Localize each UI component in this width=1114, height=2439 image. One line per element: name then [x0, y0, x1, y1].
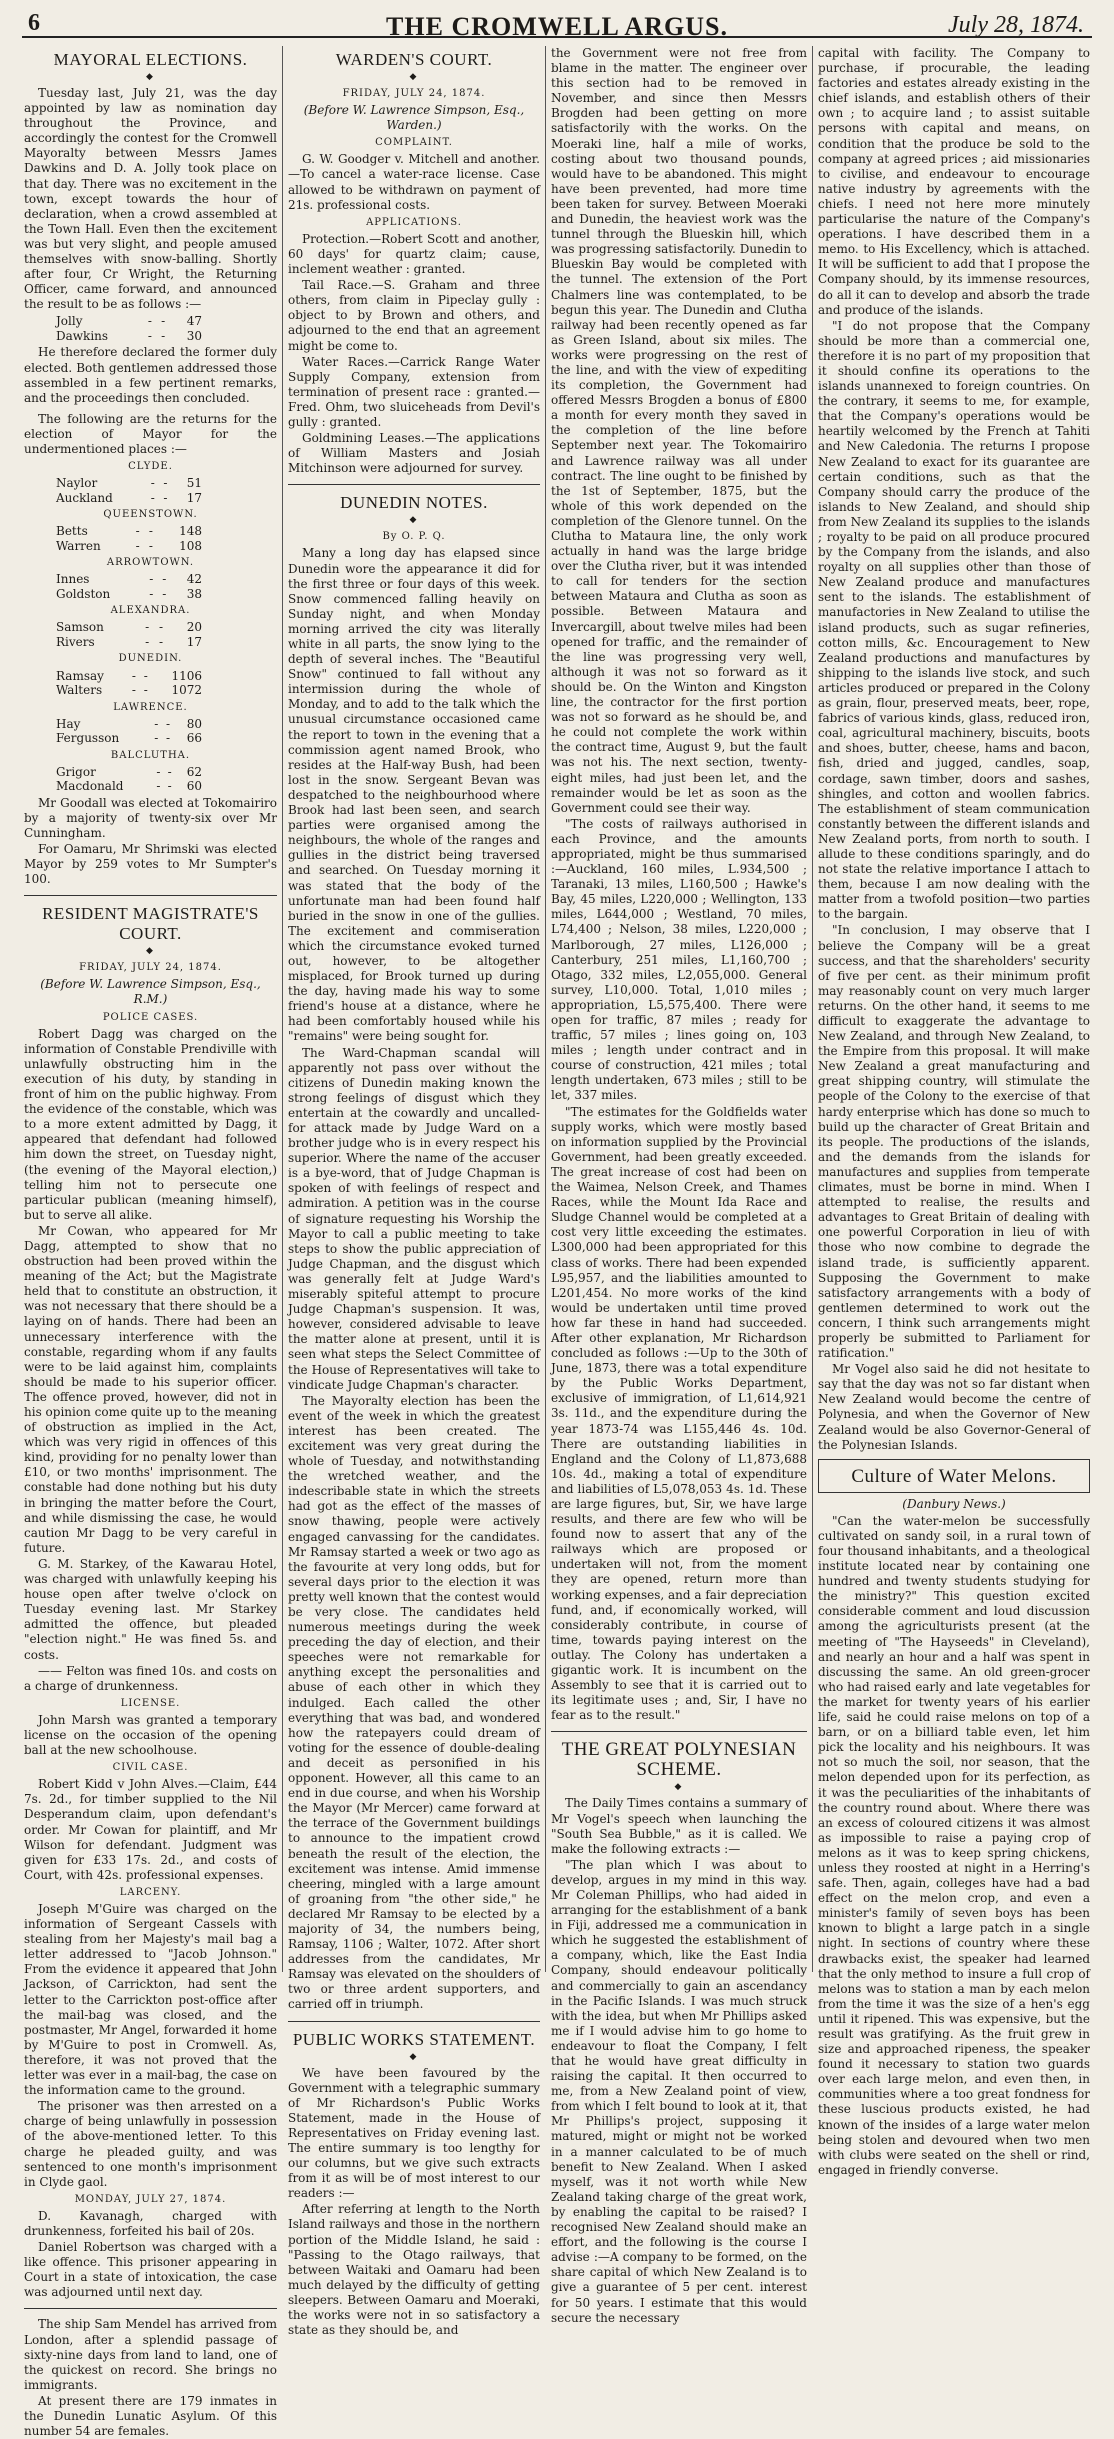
- court-subheading: LARCENY.: [119, 1886, 182, 1898]
- article-paragraph: He therefore declared the former duly elected. Both gentlemen addressed those assembled in a few pertinent remarks, and the proceedings then concluded.: [24, 345, 277, 405]
- article-paragraph: The prisoner was then arrested on a charge of being unlawfully in possession of the above-mentioned letter. To this charge he pleaded guilty, and was sentenced to one month's imprisonment in Clyde gaol.: [24, 2099, 277, 2189]
- candidate-votes: 47: [186, 314, 202, 329]
- town-returns: [24, 459, 277, 794]
- article-paragraph: The following are the returns for the election of Mayor for the undermentioned places :—: [24, 411, 277, 456]
- result-row: Warren - - 108: [56, 538, 202, 553]
- ornament-divider: ◆: [409, 515, 419, 526]
- article-paragraph: The Mayoralty election has been the event of the week in which the greatest interest has been created. The excitement was very great during the whole of Tuesday, and notwithstanding the wretched weather, and the indescribable state in which the streets had got as the effect of the masses of snow thawing, people were actively engaged canvassing for the candidates. Mr Ramsay started a week or two ago as the favourite at very long odds, but for several days prior to the election it was pretty well known that the contest would be very close. The candidates held numerous meetings during the week preceding the day of election, and their speeches were not remarkable for anything except the personalities and abuse of each other in which they indulged. Each called the other everything that was bad, and wondered how the ratepayers could dream of voting for the essence of double-dealing and deceit as personified in his opponent. However, all this came to an end in due course, and when his Worship the Mayor (Mr Mercer) came forward at the terrace of the Government buildings to announce to the impatient crowd beneath the result of the election, the excitement was intense. Amid immense cheering, mingled with a large amount of groaning from "the other side," he declared Mr Ramsay to be elected by a majority of 34, the numbers being, Ramsay, 1106 ; Walter, 1072. After short addresses from the candidates, Mr Ramsay was elevated on the shoulders of two or three ardent supporters, and carried off in triumph.: [288, 1393, 540, 2012]
- polynesian-scheme-heading: THE GREAT POLYNESIAN SCHEME.: [561, 1739, 797, 1781]
- cromwell-results-table: [54, 314, 204, 343]
- candidate-votes: 62: [186, 764, 202, 779]
- result-row: Auckland - - 17: [56, 490, 202, 505]
- candidate-name: Rivers: [56, 634, 95, 649]
- candidate-votes: 42: [186, 572, 202, 587]
- article-paragraph: D. Kavanagh, charged with drunkenness, forfeited his bail of 20s.: [24, 2208, 277, 2238]
- article-paragraph: the Government were not free from blame in the matter. The engineer over this section had to be removed in November, and since then Messrs Brogden had been getting on more satisfactorily with the works. On the Moeraki line, half a mile of works, costing about two thousand pounds, would have to be abandoned. This might have been prevented, had more time been taken for survey. Between Moeraki and Dunedin, the heaviest work was the tunnel through the Blueskin hill, which was progressing satisfactorily. Dunedin to Blueskin Bay would be completed with the tunnel. The extension of the Port Chalmers line was contemplated, to be begun this year. The Dunedin and Clutha railway had been recently opened as far as Green Island, about six miles. The works were progressing on the rest of the line, and with the view of expediting its completion, the Government had offered Messrs Brogden a bonus of £800 a month for every month they saved in the completion of the line before September next year. The Tokomairiro and Lawrence railway was all under contract. The line ought to be finished by the 1st of September, 1875, but the whole of this work depended on the completion of the Glenore tunnel. On the Clutha to Mataura line, the only work actually in hand was the large bridge over the Clutha river, but it was intended to call for tenders for the section between Mataura and Clutha as soon as possible. Between Mataura and Invercargill, about twelve miles had been opened for traffic, and the remainder of the line was progressing very well, although it was not so forward as it should be. On the Winton and Kingston line, the contractor for the first portion was not so forward as he should be, and he could not complete the work within the contract time, August 9, but the fault was not his. The next section, twenty-eight miles, had just been let, and the remainder would be let as soon as the Government could see their way.: [551, 46, 807, 815]
- town-results-table: [54, 765, 204, 794]
- page-columns: [24, 46, 1090, 2439]
- article-paragraph: Daniel Robertson was charged with a like offence. This prisoner appearing in Court in a state of intoxication, the case was adjourned until next day.: [24, 2240, 277, 2300]
- candidate-votes: 1106: [171, 668, 202, 683]
- court-subheading: APPLICATIONS.: [366, 216, 462, 228]
- newspaper-title: THE CROMWELL ARGUS.: [386, 12, 728, 41]
- candidate-votes: 51: [186, 476, 202, 491]
- article-paragraph: Protection.—Robert Scott and another, 60 days' for quartz claim; cause, inclement weather : granted.: [288, 231, 540, 277]
- article-paragraph: "I do not propose that the Company should be more than a commercial one, therefore it is no part of my proposition that it should confine its operations to the islands unannexed to foreign countries. On the contrary, it seems to me, for example, that the Company's operations would be heartily welcomed by the French at Tahiti and New Caledonia. The returns I propose New Zealand to exact for its guarantee are certain conditions, such as that the Company should carry the produce of the islands to New Zealand, and should ship from New Zealand its supplies to the islands ; royalty to be paid on all produce procured by the Company from the islands, and also royalty on all supplies other than those of New Zealand produce and manufactures sent to the islands. The establishment of manufactories in New Zealand to utilise the island products, such as sugar refineries, cotton mills, &c. Encouragement to New Zealand productions and manufactures by shipping to the islands live stock, and such articles produced or prepared in the Colony as grain, flour, preserved meats, beer, rope, fabrics of various kinds, glass, reduced iron, coal, agricultural machinery, biscuits, boots and shoes, butter, cheese, hams and bacon, fish, dried and jugged, candles, soap, cordage, sawn timber, doors and sashes, shingles, and cotton and woollen fabrics. The establishment of steam communication constantly between the different islands and New Zealand ports, from north to south. I allude to these conditions sparingly, and do not state the relative importance I attach to them, because I am now dealing with the matter from a twofold position—two parties to the bargain.: [818, 318, 1090, 922]
- article-paragraph: Water Races.—Carrick Range Water Supply Company, extension from termination of present race : granted.—Fred. Ohm, two sluiceheads from Devil's gully : granted.: [288, 354, 540, 429]
- article-paragraph: —— Felton was fined 10s. and costs on a charge of drunkenness.: [24, 1663, 277, 1693]
- town-name: QUEENSTOWN.: [103, 509, 198, 521]
- court-date: FRIDAY, JULY 24, 1874.: [342, 88, 486, 99]
- ornament-divider: ◆: [146, 946, 155, 957]
- article-paragraph: G. M. Starkey, of the Kawarau Hotel, was charged with unlawfully keeping his house open after twelve o'clock on Tuesday evening last. Mr Starkey admitted the offence, but pleaded "election night." He was fined 5s. and costs.: [24, 1556, 277, 1662]
- article-paragraph: Robert Dagg was charged on the information of Constable Prendiville with unlawfully obstructing him in the execution of his duty, by standing in front of him on the public highway. From the evidence of the constable, which was to a more extent admitted by Dagg, it appeared that defendant had followed him down the street, on Tuesday night, (the evening of the Mayoral election,) telling him not to persecute one particular publican (meaning himself), but to serve all alike.: [24, 1026, 277, 1222]
- article-paragraph: "The costs of railways authorised in each Province, and the amounts appropriated, might be thus summarised :—Auckland, 160 miles, L.934,500 ; Taranaki, 13 miles, L160,500 ; Hawke's Bay, 45 miles, L220,000 ; Wellington, 133 miles, L644,000 ; Westland, 70 miles, L74,400 ; Nelson, 38 miles, L220,000 ; Marlborough, 27 miles, L126,000 ; Canterbury, 251 miles, L1,160,700 ; Otago, 332 miles, L2,055,000. General survey, L10,000. Total, 1,010 miles ; appropriation, L5,575,400. There were open for traffic, 87 miles ; ready for traffic, 57 miles ; lines going on, 103 miles ; length under contract and in course of construction, 421 miles ; total length undertaken, 673 miles ; still to be let, 337 miles.: [551, 816, 807, 1103]
- court-subheading: LICENSE.: [120, 1697, 181, 1709]
- result-row: Walters - - 1072: [56, 683, 202, 698]
- section-divider: [24, 2308, 277, 2309]
- article-paragraph: Mr Vogel also said he did not hesitate to say that the day was not so far distant when New Zealand would become the centre of Polynesia, and when the Governor of New Zealand would be also Governor-General of the Polynesian Islands.: [818, 1362, 1090, 1452]
- court-date: MONDAY, JULY 27, 1874.: [74, 2193, 227, 2205]
- byline: By O. P. Q.: [382, 531, 446, 543]
- candidate-name: Innes: [56, 572, 90, 587]
- candidate-name: Macdonald: [56, 779, 124, 794]
- result-row: Betts - - 148: [56, 524, 202, 539]
- article-paragraph: After referring at length to the North Island railways and those in the northern portion of the Middle Island, he said : "Passing to the Otago railways, that between Waitaki and Oamaru had been much delayed by the difficulty of getting sleepers. Between Oamaru and Moeraki, the works were not in so satisfactory a state as they should be, and: [288, 2202, 540, 2338]
- column-2: [288, 46, 540, 2338]
- town-results-table: [54, 476, 204, 505]
- article-paragraph: Tail Race.—S. Graham and three others, from claim in Pipeclay gully : object to by Brown and others, and adjourned to the end that an agreement might be come to.: [288, 278, 540, 353]
- town-name: ALEXANDRA.: [110, 605, 191, 617]
- article-paragraph: We have been favoured by the Government with a telegraphic summary of Mr Richardson's Public Works Statement, made in the House of Representatives on Friday evening last. The entire summary is too lengthy for our columns, but we give such extracts from it as will be of most interest to our readers :—: [288, 2065, 540, 2201]
- article-paragraph: Many a long day has elapsed since Dunedin wore the appearance it did for the first three or four days of this week. Snow commenced falling heavily on Sunday night, and when Monday morning arrived the city was literally white in all parts, the snow lying to the depth of several inches. The "Beautiful Snow" continued to fall without any intermission during the whole of Monday, and to add to the talk which the unusual circumstance occasioned came the report to town in the evening that a commission agent named Brook, who resides at the Half-way Bush, had been lost in the snow. Sergeant Bevan was despatched to the neighbourhood where Brook had last been seen, and search parties were organised among the neighbours, the whole of the ranges and gullies in the district being traversed and searched. On Tuesday morning it was stated that the body of the unfortunate man had been found half buried in the snow in one of the gullies. The excitement and commiseration which the circumstance evoked turned out, however, to be altogether misplaced, for Brook turned up during the day, having made his way to some friend's house at a distance, where he had been comfortably housed while his "remains" were being sought for.: [288, 546, 540, 1044]
- article-paragraph: "In conclusion, I may observe that I believe the Company will be a great success, and that the shareholders' security of five per cent. as their minimum profit may reasonably count on very much larger returns. On the other hand, it seems to me difficult to exaggerate the advantage to New Zealand, and through New Zealand, to the Empire from this proposal. It will make New Zealand a great manufacturing and great shipping country, will stimulate the people of the Colony to the exercise of that hardy enterprise which has done so much to build up the character of Great Britain and its people. The productions of the islands, and the demands from the islands for manufactures and supplies from temperate climates, must be borne in mind. When I attempted to realise, the results and advantages to Great Britain of dealing with one powerful Corporation in lieu of with those who now combine to degrade the island trade, is sufficiently apparent. Supposing the Government to make satisfactory arrangements with a body of gentlemen determined to work out the concern, I think such arrangements might properly be submitted to Parliament for ratification.": [818, 923, 1090, 1361]
- mayoral-elections-heading: MAYORAL ELECTIONS.: [53, 50, 248, 69]
- article-source: (Danbury News.): [902, 1496, 1006, 1511]
- article-paragraph: Joseph M'Guire was charged on the information of Sergeant Cassels with stealing from her Majesty's mail bag a letter addressed to "Jacob Johnson." From the evidence it appeared that John Jackson, of Carrickton, had sent the letter to the Carrickton post-office after the mail-bag was closed, and the postmaster, Mr Angel, forwarded it home by M'Guire to post in Cromwell. As, therefore, it was not proved that the letter was ever in a mail-bag, the case on the information came to the ground.: [24, 1902, 277, 2098]
- candidate-name: Betts: [56, 524, 88, 539]
- masthead: [22, 10, 1092, 41]
- candidate-name: Ramsay: [56, 668, 104, 683]
- town-name: BALCLUTHA.: [110, 749, 191, 761]
- court-subheading: COMPLAINT.: [375, 137, 453, 149]
- candidate-name: Dawkins: [56, 328, 109, 343]
- court-subheading: CIVIL CASE.: [112, 1762, 189, 1774]
- result-row: Dawkins - - 30: [56, 328, 202, 343]
- column-4: [818, 46, 1090, 2177]
- town-name: DUNEDIN.: [118, 653, 183, 665]
- result-row: Rivers - - 17: [56, 634, 202, 649]
- ornament-divider: ◆: [674, 1782, 684, 1793]
- town-name: ARROWTOWN.: [106, 557, 195, 569]
- candidate-name: Hay: [56, 716, 81, 731]
- section-divider: [288, 2021, 540, 2022]
- result-row: Grigor - - 62: [56, 764, 202, 779]
- town-results-table: [54, 524, 204, 553]
- candidate-name: Jolly: [56, 314, 83, 329]
- article-paragraph: G. W. Goodger v. Mitchell and another.—To cancel a water-race license. Case allowed to be withdrawn on payment of 21s. professional costs.: [288, 152, 540, 212]
- column-rule: [282, 46, 283, 1972]
- town-name: LAWRENCE.: [113, 701, 188, 713]
- candidate-votes: 20: [186, 620, 202, 635]
- result-row: Hay - - 80: [56, 716, 202, 731]
- section-divider: [551, 1731, 807, 1732]
- result-row: Ramsay - - 1106: [56, 668, 202, 683]
- result-row: Innes - - 42: [56, 572, 202, 587]
- candidate-votes: 17: [186, 490, 202, 505]
- candidate-name: Grigor: [56, 764, 96, 779]
- court-subheading: POLICE CASES.: [102, 1011, 199, 1023]
- candidate-name: Goldston: [56, 586, 111, 601]
- candidate-votes: 66: [186, 731, 202, 746]
- result-row: Fergusson - - 66: [56, 731, 202, 746]
- candidate-name: Auckland: [56, 490, 113, 505]
- water-melons-heading: Culture of Water Melons.: [851, 1465, 1057, 1487]
- town-results-table: [54, 620, 204, 649]
- ornament-divider: ◆: [146, 72, 155, 82]
- article-paragraph: Tuesday last, July 21, was the day appointed by law as nomination day throughout the Province, and accordingly the contest for the Cromwell Mayoralty between Messrs James Dawkins and D. A. Jolly took place on that day. There was no excitement in the town, except towards the hour of declaration, when a crowd assembled at the Town Hall. Even then the excitement was but very slight, and people amused themselves with snow-balling. Shortly after four, Cr Wright, the Returning Officer, came forward, and announced the result to be as follows :—: [24, 86, 277, 312]
- ornament-divider: ◆: [409, 72, 419, 82]
- candidate-name: Naylor: [56, 476, 98, 491]
- column-rule: [545, 46, 546, 1972]
- candidate-votes: 30: [186, 328, 202, 343]
- article-paragraph: Mr Goodall was elected at Tokomairiro by a majority of twenty-six over Mr Cunningham.: [24, 795, 277, 840]
- section-divider: [288, 484, 540, 485]
- court-presiding: (Before W. Lawrence Simpson, Esq., R.M.): [40, 977, 261, 1007]
- town-results-table: [54, 669, 204, 698]
- article-paragraph: John Marsh was granted a temporary license on the occasion of the opening ball at the new schoolhouse.: [24, 1712, 277, 1758]
- page-number: 6: [28, 10, 40, 36]
- result-row: Naylor - - 51: [56, 476, 202, 491]
- article-paragraph: Robert Kidd v John Alves.—Claim, £44 7s. 2d., for timber supplied to the Nil Desperandum claim, upon defendant's order. Mr Cowan for plaintiff, and Mr Wilson for defendant. Judgment was given for £33 17s. 2d., and costs of Court, with 42s. professional expenses.: [24, 1777, 277, 1882]
- court-date: FRIDAY, JULY 24, 1874.: [79, 962, 222, 974]
- candidate-votes: 60: [186, 779, 202, 794]
- article-paragraph: Mr Cowan, who appeared for Mr Dagg, attempted to show that no obstruction had been proved within the meaning of the Act; but the Magistrate held that to constitute an obstruction, it was not necessary that there should be a laying on of hands. There had been an unnecessary interference with the constable, regarding whom if any faults were to be laid against him, complaints should be made to his superior officer. The offence proved, however, did not in his opinion come quite up to the meaning of obstruction as implied in the Act, which was very rigid in offences of this kind, providing for no penalty lower than £10, or two months' imprisonment. The constable had done nothing but his duty in bringing the matter before the Court, and while dismissing the case, he would caution Mr Dagg to be very careful in future.: [24, 1223, 278, 1555]
- candidate-votes: 1072: [171, 683, 202, 698]
- public-works-heading: PUBLIC WORKS STATEMENT.: [292, 2029, 536, 2049]
- article-paragraph: capital with facility. The Company to purchase, if procurable, the leading factories and estates already existing in the chief islands, and establish others of their own ; to acquire land ; to assist suitable persons with capital and means, on condition that the produce be sold to the company at agreed prices ; aid missionaries to civilise, and endeavour to encourage native industry by agreements with the chiefs. I need not here more minutely particularise the nature of the Company's operations. I have described them in a memo. to His Excellency, which is attached. It will be sufficient to add that I propose the Company should, by its immense resources, do all it can to develop and absorb the trade and produce of the islands.: [818, 46, 1090, 317]
- article-paragraph: At present there are 179 inmates in the Dunedin Lunatic Asylum. Of this number 54 are females.: [24, 2393, 277, 2439]
- candidate-name: Warren: [56, 538, 101, 553]
- column-1: [24, 46, 278, 2439]
- column-3: [551, 46, 807, 2325]
- candidate-name: Walters: [56, 683, 103, 698]
- court-presiding: (Before W. Lawrence Simpson, Esq., Warden.): [303, 103, 525, 133]
- ornament-divider: ◆: [409, 2051, 419, 2062]
- wardens-court-heading: WARDEN'S COURT.: [335, 50, 493, 69]
- result-row: Jolly - - 47: [56, 314, 202, 329]
- candidate-votes: 80: [186, 716, 202, 731]
- candidate-votes: 108: [179, 538, 202, 553]
- column-rule: [812, 46, 813, 1972]
- candidate-votes: 148: [179, 524, 202, 539]
- result-row: Samson - - 20: [56, 620, 202, 635]
- result-row: Goldston - - 38: [56, 586, 202, 601]
- article-paragraph: The Daily Times contains a summary of Mr Vogel's speech when launching the "South Sea Bubble," as it is called. We make the following extracts :—: [551, 1796, 807, 1856]
- issue-date: July 28, 1874.: [948, 12, 1084, 38]
- article-paragraph: Goldmining Leases.—The applications of William Masters and Josiah Mitchinson were adjourned for survey.: [288, 431, 540, 476]
- dunedin-notes-heading: DUNEDIN NOTES.: [340, 493, 488, 513]
- rm-court-heading: RESIDENT MAGISTRATE'S COURT.: [42, 904, 259, 944]
- candidate-votes: 17: [186, 634, 202, 649]
- town-results-table: [54, 717, 204, 746]
- candidate-votes: 38: [186, 586, 202, 601]
- article-paragraph: "The estimates for the Goldfields water supply works, which were mostly based on information supplied by the Provincial Government, had been greatly exceeded. The great increase of cost had been on the Waimea, Nelson Creek, and Thames Races, while the Mount Ida Race and Sludge Channel would be completed at a cost very little exceeding the estimates. L300,000 had been appropriated for this class of works. There had been expended L95,957, and the liabilities amounted to L201,454. No more works of the kind would be undertaken until time proved how far these in hand had succeeded. After other explanation, Mr Richardson concluded as follows :—Up to the 30th of June, 1873, there was a total expenditure by the Public Works Department, exclusive of immigration, of L1,614,921 3s. 11d., and the expenditure during the year 1873-74 was L155,446 4s. 10d. There are outstanding liabilities in England and the Colony of L1,873,688 10s. 4d., making a total of expenditure and liabilities of L5,078,053 4s. 1d. These are large figures, but, Sir, we have large results, and there are few who will be found now to assert that any of the railways which are proposed or undertaken will not, from the moment they are opened, return more than working expenses, and a fair depreciation fund, and, if economically worked, will considerably contribute, in course of time, towards paying interest on the outlay. The Colony has undertaken a gigantic work. It is incumbent on the Assembly to see that it is carried out to its legitimate uses ; and, Sir, I have no fear as to the result.": [551, 1104, 807, 1723]
- candidate-name: Fergusson: [56, 731, 120, 746]
- article-paragraph: "The plan which I was about to develop, argues in my mind in this way. Mr Coleman Phillips, who had aided in arranging for the establishment of a bank in Fiji, addressed me a communication in which he suggested the establishment of a company, which, like the East India Company, should endeavour politically and commercially to gain an ascendancy in the Pacific Islands. I was much struck with the idea, but when Mr Phillips asked me if I would advise him to go home to endeavour to float the Company, I felt that he would have great difficulty in raising the capital. It then occurred to me, from a New Zealand point of view, from which I felt bound to look at it, that Mr Phillips's project, supposing it matured, might or might not be worked in a manner calculated to be of much benefit to New Zealand. When I asked myself, was it not worth while New Zealand taking charge of the great work, by enabling the capital to be raised? I recognised New Zealand should make an effort, and the following is the course I advise :—A company to be formed, on the share capital of which New Zealand is to give a guarantee of 5 per cent. interest for 50 years. I estimate that this would secure the necessary: [551, 1857, 807, 2325]
- town-results-table: [54, 572, 204, 601]
- section-divider: [24, 895, 277, 896]
- result-row: Macdonald - - 60: [56, 779, 202, 794]
- article-paragraph: For Oamaru, Mr Shrimski was elected Mayor by 259 votes to Mr Sumpter's 100.: [24, 842, 277, 887]
- candidate-name: Samson: [56, 620, 104, 635]
- article-paragraph: The Ward-Chapman scandal will apparently not pass over without the citizens of Dunedin making known the strong feelings of disgust which they entertain at the cowardly and uncalled-for attack made by Judge Ward on a brother judge who is in every respect his superior. Where the name of the accuser is a bye-word, that of Judge Chapman is spoken of with feelings of respect and admiration. A petition was in the course of signature requesting his Worship the Mayor to call a public meeting to take steps to show the public appreciation of Judge Chapman, and the disgust which was generally felt at Judge Ward's miserably spiteful attempt to procure Judge Chapman's suspension. It was, however, considered advisable to leave the matter alone at present, until it is seen what steps the Select Committee of the House of Representatives will take to vindicate Judge Chapman's character.: [288, 1045, 540, 1392]
- article-paragraph: "Can the water-melon be successfully cultivated on sandy soil, in a rural town of four thousand inhabitants, and a theological institute located near by containing one hundred and twenty students studying for the ministry?" This question excited considerable comment and loud discussion among the agriculturists present (at the meeting of "The Hayseeds" in Cleveland), and nearly an hour and a half was spent in discussing the same. An old green-grocer who had raised early and late vegetables for the market for twenty years of his earlier life, said he could raise melons on top of a barn, or on a billiard table even, let him pick the locality and his neighbours. It was not so much the soil, nor season, that the melon depended upon for its perfection, as it was the peculiarities of the inhabitants of the country round about. Where there was an excess of coloured citizens it was almost as impossible to raise a paying crop of melons as it was to keep spring chickens, unless they roosted at night in a Herring's safe. Then, again, colleges have had a bad effect on the melon crop, and even a minister's family of seven boys has been known to blight a large patch in a single night. In sections of country where these drawbacks exist, the speaker had learned that the only method to insure a full crop of melons was to station a man by each melon from the time it was the size of a hen's egg until it ripened. This was expensive, but the result was gratifying. As the fruit grew in size and approached ripeness, the speaker found it necessary to station two guards over each large melon, and even then, in communities where a too great fondness for these luscious products existed, he had known of the insides of a large water melon being stolen and devoured when two men with clubs were seated on the shell or rind, engaged in friendly converse.: [818, 1513, 1090, 2177]
- town-name: CLYDE.: [128, 461, 173, 473]
- article-paragraph: The ship Sam Mendel has arrived from London, after a splendid passage of sixty-nine days from land to land, one of the quickest on record. She brings no immigrants.: [24, 2317, 277, 2392]
- culture-of-water-melons-heading-box: [818, 1459, 1090, 1493]
